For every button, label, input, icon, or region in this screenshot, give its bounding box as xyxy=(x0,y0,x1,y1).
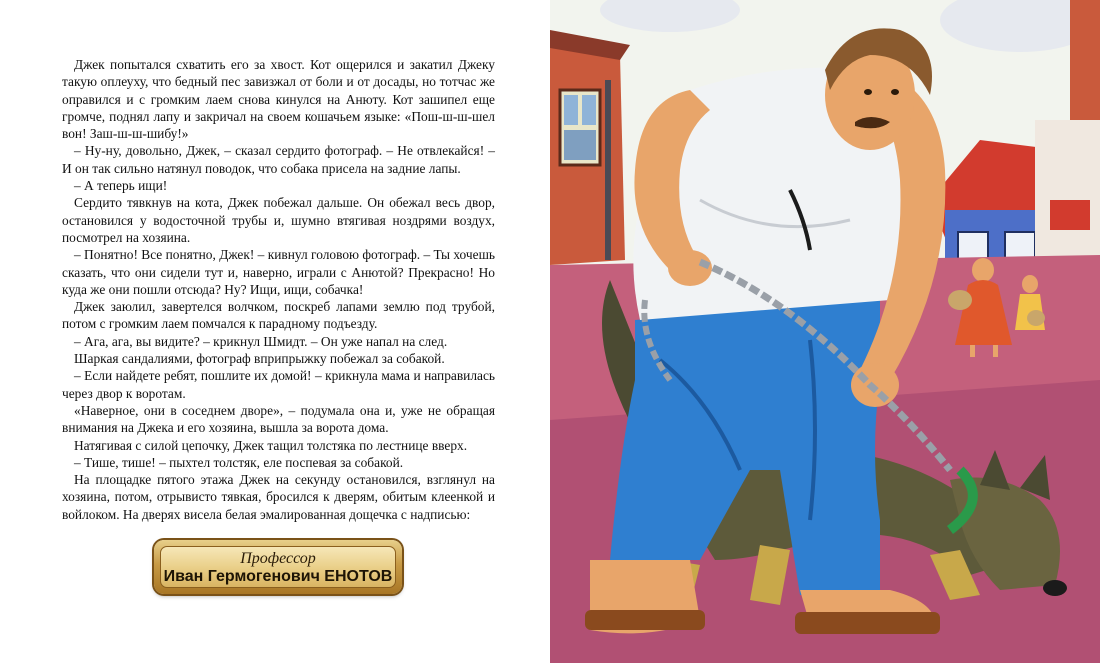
man-walking-dog-illustration-icon xyxy=(550,0,1100,663)
story-text xyxy=(62,56,495,523)
woman-leg xyxy=(993,345,998,357)
paragraph: – Ага, ага, вы видите? – крикнул Шмидт. – Он уже напал на след. xyxy=(74,333,448,349)
sandal-icon xyxy=(795,612,940,634)
paragraph: – Ну-ну, довольно, Джек, – сказал сердито фотограф. – Не отвлекайся! – И он так сильно натянул поводок, что собака присела на задние лапы. xyxy=(62,143,495,176)
man-eye xyxy=(864,89,872,95)
sandal-icon xyxy=(585,610,705,630)
paragraph: Джек попытался схватить его за хвост. Кот ощерился и закатил Джеку такую оплеуху, что бедный пес завизжал от боли и от досады, но тотчас же оправился и с громким лаем снова кинулся на Анюту. Кот зашипел еще громче, поднял лапу и закричал на своем кошачьем языке: «Пош-ш-ш-шел вон! Заш-ш-ш-шибу!» xyxy=(62,57,495,142)
drainpipe xyxy=(605,80,611,260)
woman-leg xyxy=(970,345,975,357)
paragraph: Джек заюлил, завертелся волчком, поскреб лапами землю под трубой, потом с громким лаем помчался к парадному подъезду. xyxy=(62,299,495,332)
brick-building xyxy=(1070,0,1100,120)
nameplate-name: Иван Гермогенович ЕНОТОВ xyxy=(163,568,393,585)
door-nameplate xyxy=(154,540,402,594)
window-pane xyxy=(564,130,596,160)
woman-head xyxy=(972,258,994,282)
paragraph: – Тише, тише! – пыхтел толстяк, еле поспевая за собакой. xyxy=(74,454,404,470)
nameplate-face xyxy=(160,546,396,588)
paragraph: Шаркая сандалиями, фотограф вприпрыжку побежал за собакой. xyxy=(74,351,445,367)
window-pane xyxy=(582,95,596,125)
paragraph: – А теперь ищи! xyxy=(74,178,168,194)
illustration-page xyxy=(550,0,1100,663)
window-pane xyxy=(564,95,578,125)
paragraph: Сердито тявкнув на кота, Джек побежал дальше. Он обежал весь двор, остановился у водосточной трубы и, шумно втягивая ноздрями воздух, посмотрел на хозяина. xyxy=(62,195,495,245)
man-eye xyxy=(891,89,899,95)
nameplate-title: Профессор xyxy=(240,550,316,567)
basket-icon xyxy=(948,290,972,310)
paragraph: Натягивая с силой цепочку, Джек тащил толстяка по лестнице вверх. xyxy=(74,437,468,453)
paragraph: – Понятно! Все понятно, Джек! – кивнул головою фотограф. – Ты хочешь сказать, что они сидели тут и, наверно, играли с Анютой? Прекрасно! Но куда же они пошли отсюда? Ну? Ищи, ищи, собачка! xyxy=(62,247,495,297)
roof xyxy=(1050,200,1090,230)
paragraph: – Если найдете ребят, пошлите их домой! – крикнула мама и направилась через двор к воротам. xyxy=(62,368,495,401)
paragraph: «Наверное, они в соседнем дворе», – подумала она и, уже не обращая внимания на Джека и его хозяина, вышла за ворота дома. xyxy=(62,402,495,436)
white-building xyxy=(1035,120,1100,260)
dog-nose xyxy=(1043,580,1067,596)
child-head xyxy=(1022,275,1038,293)
basket-icon xyxy=(1027,310,1045,326)
paragraph: На площадке пятого этажа Джек на секунду остановился, взглянул на хозяина, потом, отрывисто тявкая, бросился к дверям, обитым клеенкой и войлоком. На дверях висела белая эмалированная дощечка с надписью: xyxy=(62,472,495,522)
